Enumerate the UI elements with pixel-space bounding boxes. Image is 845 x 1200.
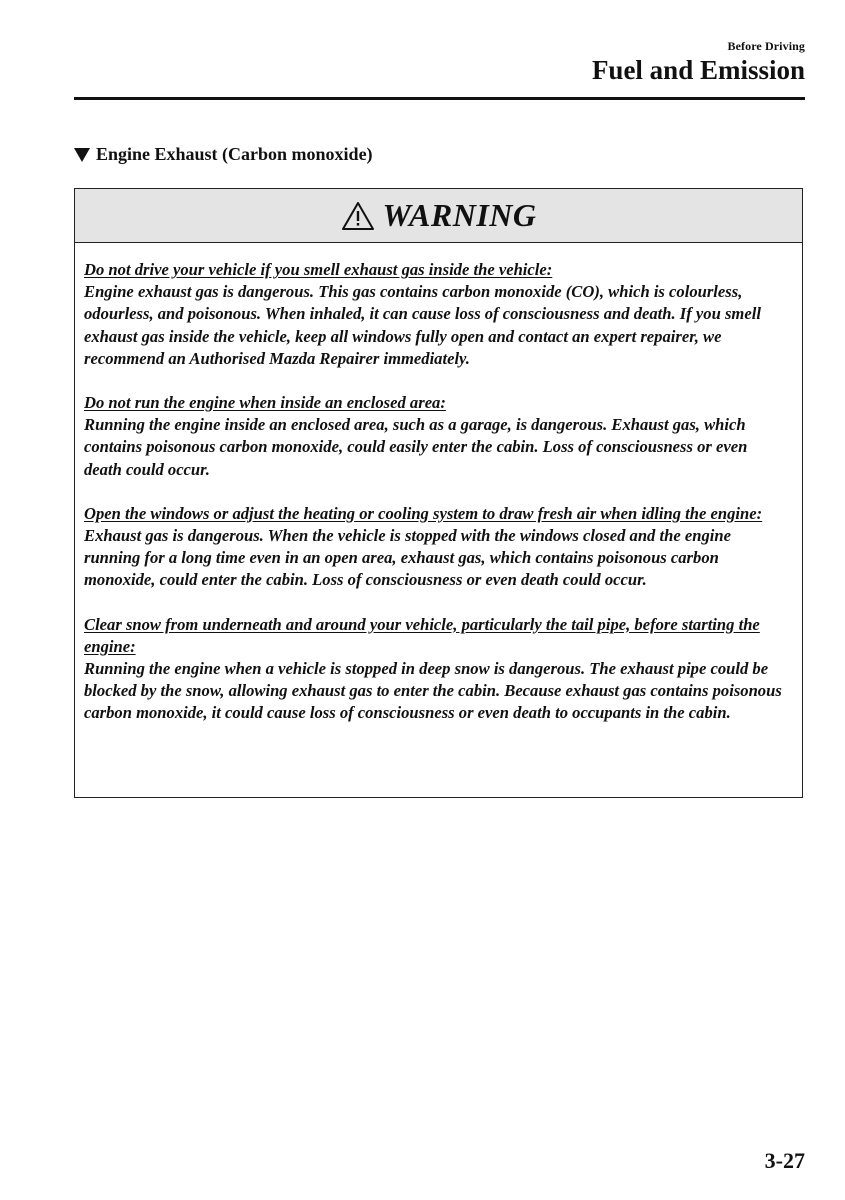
header-chapter: Before Driving bbox=[727, 39, 805, 53]
warning-item bbox=[84, 259, 788, 370]
warning-item-heading: Do not drive your vehicle if you smell exhaust gas inside the vehicle: bbox=[84, 260, 553, 279]
warning-item-heading: Open the windows or adjust the heating or cooling system to draw fresh air when idling the engine: bbox=[84, 503, 763, 523]
warning-box bbox=[74, 188, 803, 798]
page-number: 3-27 bbox=[764, 1148, 805, 1173]
warning-header bbox=[75, 189, 802, 243]
warning-item bbox=[84, 614, 788, 725]
warning-triangle-icon bbox=[340, 200, 376, 232]
warning-item-body: Engine exhaust gas is dangerous. This gas contains carbon monoxide (CO), which is colourless, odourless, and poisonous. When inhaled, it can cause loss of consciousness and death. If you smell exhaust gas inside the vehicle, keep all windows fully open and contact an expert repairer, we recommend an Authorised Mazda Repairer immediately. bbox=[84, 282, 761, 368]
warning-item bbox=[84, 503, 788, 592]
page-title: Fuel and Emission bbox=[591, 55, 805, 85]
down-triangle-icon bbox=[74, 148, 90, 162]
warning-item-heading: Clear snow from underneath and around your vehicle, particularly the tail pipe, before starting the engine: bbox=[84, 614, 760, 656]
warning-item bbox=[84, 392, 788, 481]
warning-title: WARNING bbox=[382, 197, 537, 233]
warning-item-body: Exhaust gas is dangerous. When the vehicle is stopped with the windows closed and the engine running for a long time even in an open area, exhaust gas, which contains poisonous carbon monoxide, could enter the cabin. Loss of consciousness or even death could occur. bbox=[84, 526, 731, 590]
warning-item-body: Running the engine when a vehicle is stopped in deep snow is dangerous. The exhaust pipe could be blocked by the snow, allowing exhaust gas to enter the cabin. Because exhaust gas contains poisonous carbon monoxide, it could cause loss of consciousness or even death to occupants in the cabin. bbox=[84, 659, 782, 723]
section-heading bbox=[74, 143, 373, 165]
section-heading-text: Engine Exhaust (Carbon monoxide) bbox=[96, 144, 373, 164]
warning-item-body: Running the engine inside an enclosed area, such as a garage, is dangerous. Exhaust gas, which contains poisonous carbon monoxide, could easily enter the cabin. Loss of consciousness or even death could occur. bbox=[84, 415, 748, 479]
warning-item-heading: Do not run the engine when inside an enclosed area: bbox=[84, 393, 446, 413]
warning-body bbox=[75, 243, 802, 725]
header-rule bbox=[74, 97, 805, 100]
